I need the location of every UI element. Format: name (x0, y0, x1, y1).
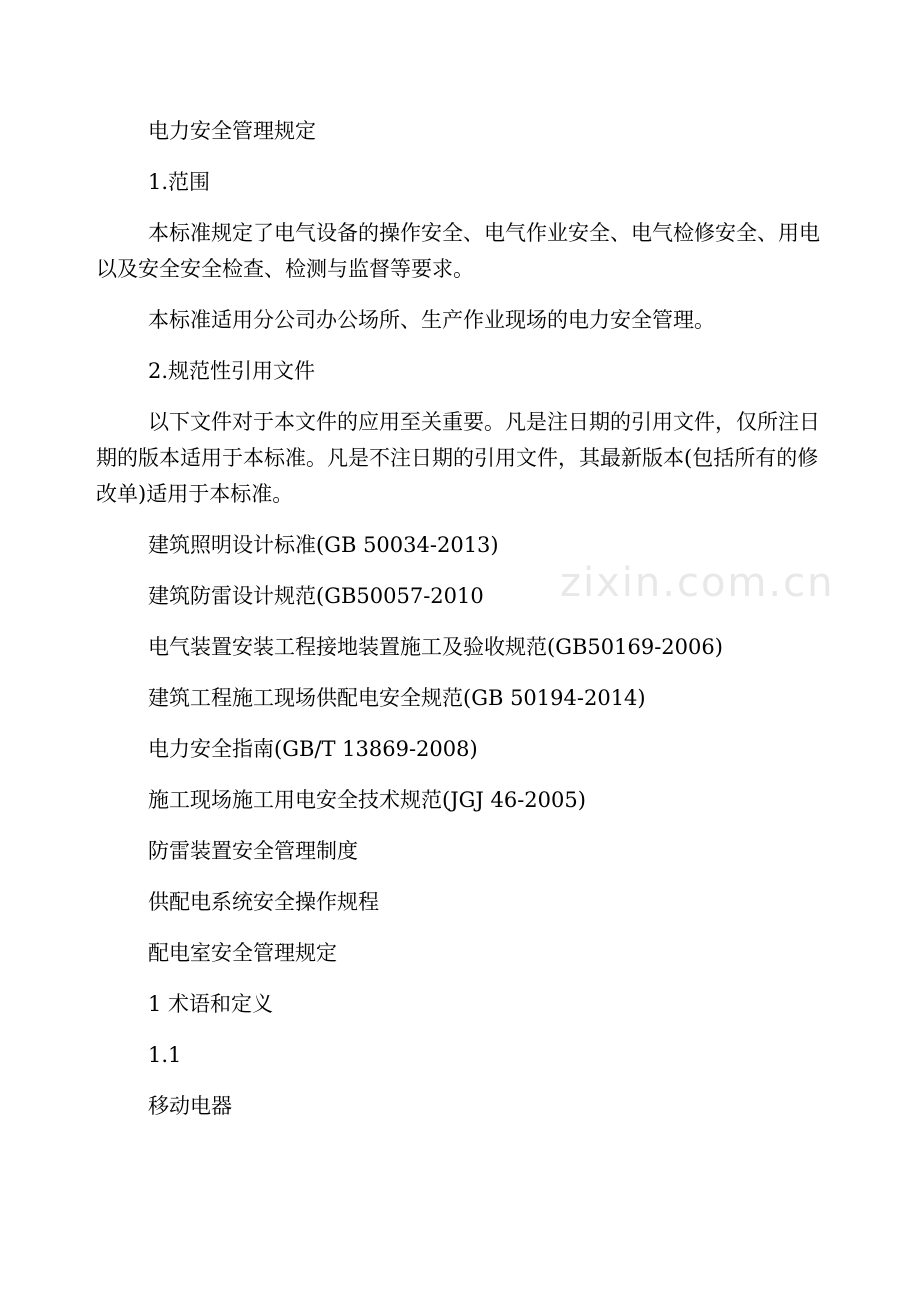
term-heading: 移动电器 (148, 1094, 232, 1118)
reference-item: 供配电系统安全操作规程 (148, 890, 379, 914)
reference-item: 建筑工程施工现场供配电安全规范(GB 50194-2014) (148, 686, 646, 710)
paragraph: 本标准适用分公司办公场所、生产作业现场的电力安全管理。 (148, 308, 715, 332)
watermark: zixin.com.cn (560, 560, 835, 606)
paragraph: 以下文件对于本文件的应用至关重要。凡是注日期的引用文件，仅所注日期的版本适用于本标准。凡是不注日期的引用文件，其最新版本(包括所有的修改单)适用于本标准。 (96, 410, 820, 506)
reference-item: 建筑照明设计标准(GB 50034-2013) (148, 533, 499, 557)
reference-item: 防雷装置安全管理制度 (148, 839, 358, 863)
reference-item: 施工现场施工用电安全技术规范(JGJ 46-2005) (148, 788, 586, 812)
section-heading-references: 2.规范性引用文件 (148, 359, 316, 383)
paragraph: 本标准规定了电气设备的操作安全、电气作业安全、电气检修安全、用电以及安全安全检查、检测与监督等要求。 (96, 221, 820, 281)
section-heading-scope: 1.范围 (148, 170, 211, 194)
subsection-number: 1.1 (148, 1043, 182, 1067)
reference-item: 电气装置安装工程接地装置施工及验收规范(GB50169-2006) (148, 635, 723, 659)
reference-item: 电力安全指南(GB/T 13869-2008) (148, 737, 478, 761)
section-heading-terms: 1 术语和定义 (148, 992, 274, 1016)
doc-title: 电力安全管理规定 (148, 119, 316, 143)
document-body (96, 113, 835, 1124)
reference-item: 建筑防雷设计规范(GB50057-2010 (148, 584, 484, 608)
reference-item: 配电室安全管理规定 (148, 941, 337, 965)
